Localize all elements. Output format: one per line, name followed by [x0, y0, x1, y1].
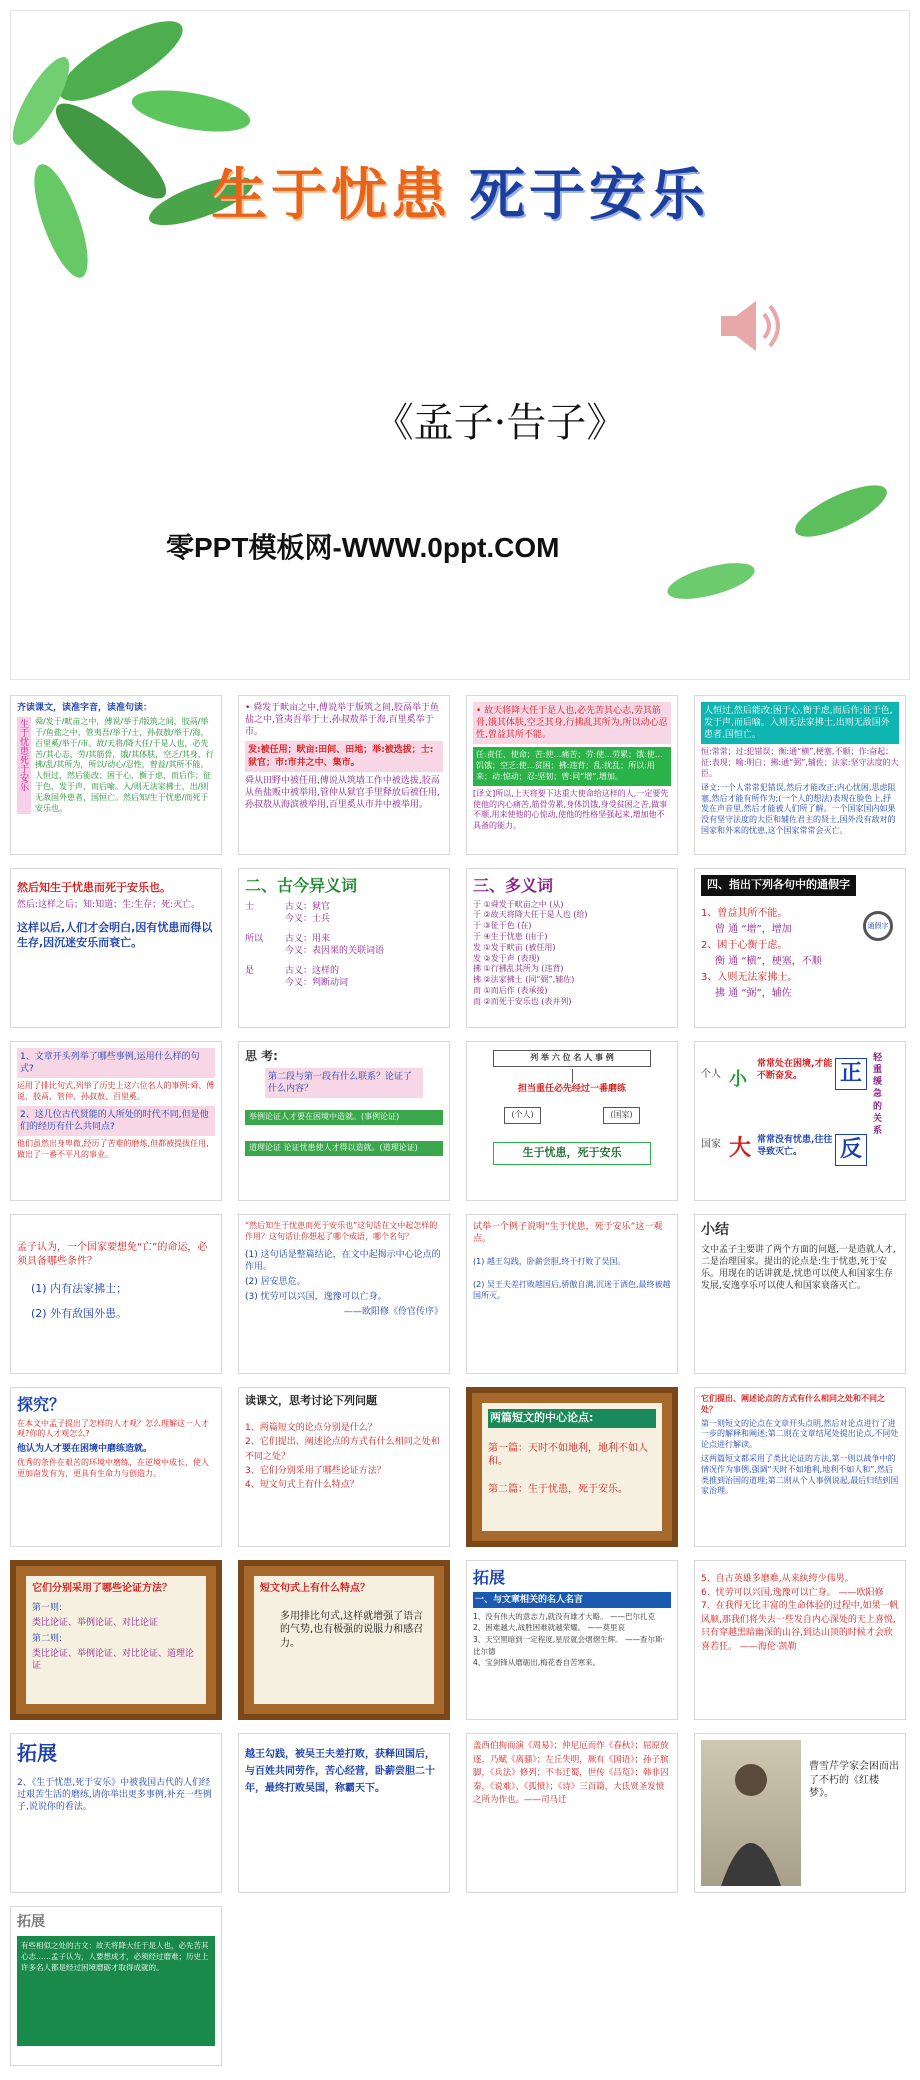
magnifier-icon: 通假字: [863, 911, 893, 941]
quote-list: 1、没有伟大的意志力,就没有雄才大略。 ——巴尔扎克 2、困难越大,战胜困难就越荣耀。 ——莫里哀 3、天空黑暗到一定程度,星辰就会熠熠生辉。 ——查尔斯·比尔德 4、宝剑锋从磨砺出,梅花香自苦寒来。: [473, 1611, 665, 1668]
diagram-top: 列 举 六 位 名 人 事 例: [493, 1050, 651, 1067]
label-country: 国家: [701, 1139, 721, 1150]
label-fan: 反: [835, 1134, 867, 1166]
answer-2: (2) 居安思危。: [245, 1276, 306, 1287]
title-part-1: 生于忧患: [211, 162, 451, 228]
slide-body: 有些相似之处的古文：故天将降大任于是人也，必先苦其心志……孟子认为，人要想成才，必须经过磨难；历史上许多名人都是经过困境磨砺才取得成就的。: [21, 1940, 209, 1973]
slide-body: 舜/发于/畎亩之中，傅说/举于/版筑之间，胶鬲/举于/鱼盐之中，管夷吾/举于/士，孙叔敖/举于/海，百里奚/举于/市。故/天将/降大任/于是人也，必先苦/其心志，劳/其筋骨，饿/其体肤，空乏/其身，行拂/乱/其所为，所以/动心/忍性，曾益/其所不能。人恒过，然后能改；困于心，衡于虑，而后作；征于色，发于声，而后喻。入/则无法家拂士，出/则无敌国外患者，国恒亡。然后知/生于忧患/而死于安乐也。: [35, 717, 214, 813]
slide-thumb-2[interactable]: [238, 695, 450, 855]
answer: 多用排比句式,这样就增强了语言的气势,也有极强的说服力和感召力。: [280, 1610, 424, 1649]
answer-bar-1: 举例论证人才要在困境中造就。(事例论证): [245, 1110, 443, 1125]
label-big: 大: [729, 1136, 752, 1161]
slide-thumb-10[interactable]: [238, 1041, 450, 1201]
slide-thumb-23[interactable]: [466, 1560, 678, 1720]
methods-1: 类比论证、举例论证、对比论证: [32, 1617, 159, 1628]
title-part-2: 死于安乐: [469, 162, 709, 228]
cover-subtitle: 《孟子·告子》: [373, 400, 627, 446]
diagram-right: (国家): [603, 1107, 639, 1124]
cover-slide: [10, 10, 910, 680]
portrait-figure-icon: [701, 1740, 801, 1886]
point-2: 第二篇：生于忧患，死于安乐。: [488, 1483, 628, 1495]
leaf-bottom-icon: [651, 541, 771, 621]
slide-thumb-11[interactable]: [466, 1041, 678, 1201]
tongjia-list: 1、曾益其所不能。 曾 通 “增”，增加 2、困于心衡于虑。 衡 通 “横”，梗塞，不顺 3、入则无法家拂士。 拂 通 “弼”，辅佐: [701, 907, 822, 999]
portrait-image: [701, 1740, 801, 1886]
slide-thumb-6[interactable]: [238, 868, 450, 1028]
slide-thumb-12[interactable]: [694, 1041, 906, 1201]
quote-list: 5、自古英雄多磨难,从来纨绔少伟男。 6、忧劳可以兴国,逸豫可以亡身。 ——欧阳修 7、在我得无比丰富的生命体验的过程中,如果一帆风顺,那我们将失去一些发自内心深处的无上喜悦,只有穿越黑暗幽深的山谷,到达山顶的时候才会欣喜若狂。 ——海伦·凯勒: [701, 1574, 899, 1652]
slide-header: 两篇短文的中心论点:: [488, 1409, 656, 1428]
slide-thumb-29[interactable]: [10, 1906, 222, 2066]
cover-site-watermark: 零PPT模板网-WWW.0ppt.COM: [166, 532, 560, 563]
label-person: 个人: [701, 1069, 721, 1080]
slide-header: 齐读课文，读准字音，读准句读：: [17, 703, 153, 713]
answer-2: (2) 吴王夫差打败越国后,骄傲自满,沉迷于酒色,最终被越国所灭。: [473, 1280, 671, 1300]
methods-2: 类比论证、举例论证、对比论证、道理论证: [32, 1648, 195, 1672]
answer-bar-2: 道理论证 论证忧患使人才得以造就。(道理论证): [245, 1141, 443, 1156]
slide-header: 四、指出下列各句中的通假字: [701, 875, 856, 896]
slide-header: 三、多义词: [473, 876, 554, 895]
slide-translation: 这样以后,人们才会明白,因有忧患而得以生存,因沉迷安乐而衰亡。: [17, 920, 213, 949]
answer-1: 第一则短文的论点在文章开头点明,然后对论点进行了进一步的解释和阐述;第二则在文章结尾处提出论点,不同处论点进行解读。: [701, 1418, 899, 1450]
slide-header: 短文句式上有什么特点？: [260, 1583, 370, 1594]
diagram-middle: 担当重任必先经过一番磨练: [517, 1083, 626, 1094]
positive-text: 常常处在困境,才能不断奋发。: [757, 1059, 833, 1082]
slide-thumb-13[interactable]: [10, 1214, 222, 1374]
slide-thumb-28[interactable]: [694, 1733, 906, 1893]
question-2: 2、这几位古代贤能的人所处的时代不同,但是他们的经历有什么共同点?: [17, 1106, 215, 1136]
slide-question: 它们提出、阐述论点的方式有什么相同之处和不同之处？: [701, 1394, 885, 1414]
slide-thumb-24[interactable]: [694, 1560, 906, 1720]
slide-thumb-9[interactable]: [10, 1041, 222, 1201]
slide-thumb-27[interactable]: [466, 1733, 678, 1893]
slide-header: 探究？: [17, 1395, 66, 1414]
slide-note: 恒:常常；过:犯错误；衡:通“横”,梗塞,不顺；作:奋起；征:表现；喻:明白；拂:通“弼”,辅佐；法家:坚守法度的大臣。: [701, 747, 899, 779]
slide-body: 盖西伯拘而演《周易》；仲尼厄而作《春秋》；屈原放逐，乃赋《离骚》；左丘失明，厥有《国语》；孙子膑脚，《兵法》修列；不韦迁蜀，世传《吕览》；韩非囚秦，《说难》、《孤愤》；《诗》三百篇，大氐贤圣发愤之所为作也。——司马迁: [473, 1741, 669, 1806]
answer-2: 这两篇短文都采用了类比论证的方法,第一则以战争中的情况作为事例,强调“天时不如地利,地利不如人和”,然后类推到治国的道理;第二则从个人事例说起,最后归结到国家治理。: [701, 1453, 899, 1496]
label-small: 小: [729, 1069, 747, 1090]
speaker-icon[interactable]: [716, 296, 786, 356]
slide-thumb-3[interactable]: [466, 695, 678, 855]
answer-3: (3) 忧劳可以兴国，逸豫可以亡身。: [245, 1292, 387, 1303]
slide-header: 读课文，思考讨论下列问题: [245, 1394, 377, 1407]
citation: ——欧阳修《伶官传序》: [343, 1307, 443, 1318]
question-list: 1、两篇短文的论点分别是什么？ 2、它们提出、阐述论点的方式有什么相同之处和不同之处？ 3、它们分别采用了哪些论证方法？ 4、短文句式上有什么特点？: [245, 1422, 440, 1491]
slide-header: 拓展: [473, 1568, 506, 1587]
question: 第二段与第一段有什么联系？论证了什么内容？: [265, 1068, 423, 1098]
slide-thumb-16[interactable]: [694, 1214, 906, 1374]
slide-note: 任:责任、使命；苦:使…痛苦；劳:使…劳累；饿:使…饥饿；空乏:使…贫困；拂:违背；乱:扰乱；所以:用来；动:惊动；忍:坚韧；曾:同“增”,增加。: [473, 747, 671, 785]
slide-note: 然后:这样之后；知:知道；生:生存；死:灭亡。: [17, 899, 201, 910]
slide-question: 试举一个例子说明“生于忧患，死于安乐”这一观点。: [473, 1222, 663, 1245]
diagram-left: (个人): [504, 1107, 540, 1124]
slide-thumb-5[interactable]: [10, 868, 222, 1028]
slide-thumb-8[interactable]: [694, 868, 906, 1028]
slide-body: 越王勾践，被吴王夫差打败，获释回国后，与百姓共同劳作，苦心经营，卧薪尝胆二十年，最终打败吴国，称霸天下。: [245, 1749, 435, 1794]
slide-thumb-26[interactable]: [238, 1733, 450, 1893]
slide-body: 2、《生于忧患,死于安乐》中被我国古代的人们经过艰苦生活的磨练,请你举出更多事例,补充一些例子,说说你的看法。: [17, 1778, 212, 1813]
slide-thumb-21[interactable]: [10, 1560, 222, 1720]
slide-thumb-7[interactable]: [466, 868, 678, 1028]
slide-thumb-25[interactable]: [10, 1733, 222, 1893]
slide-thumb-17[interactable]: [10, 1387, 222, 1547]
answer-1: (1) 内有法家拂士；: [31, 1282, 128, 1295]
answer-1: (1) 越王勾践，卧薪尝胆,终于打败了吴国。: [473, 1257, 626, 1267]
slide-header: 它们分别采用了哪些论证方法？: [32, 1583, 172, 1594]
slide-header: 拓展: [17, 1741, 57, 1765]
slide-subheader: 一、与文章相关的名人名言: [473, 1592, 671, 1608]
leaf-bottom-right-icon: [781, 461, 901, 561]
diagram-conclusion: 生于忧患，死于安乐: [493, 1142, 651, 1165]
answer-2: 他们虽然出身卑微,经历了苦难的磨炼,但都被提拔任用,做出了一番不平凡的事业。: [17, 1139, 209, 1159]
slide-header: 思 考:: [245, 1049, 278, 1063]
summary-text: 文中孟子主要讲了两个方面的问题,一是造就人才,二是治理国家。提出的论点是:生于忧患,死于安乐。用现在的话讲就是,忧患可以使人和国家生存发展,安逸享乐可以使人和国家衰落灭亡。: [701, 1244, 896, 1292]
answer-1: (1) 这句话是整篇结论，在文中起揭示中心论点的作用。: [245, 1249, 441, 1272]
slide-thumb-15[interactable]: [466, 1214, 678, 1374]
word-table: 士 古义：狱官 今义：士兵 所以 古义：用来 今义：表因果的关联词语 是 古义：这样的 今义：判断动词: [245, 901, 385, 989]
slide-translation: [译文]所以,上天将要下达重大使命给这样的人,一定要先使他的内心痛苦,筋骨劳累,身体饥饿,身受贫困之苦,做事不顺,用来使他的心惊动,使他的性格坚强起来,增加他不具备的能力。: [473, 788, 669, 831]
answer-2: (2) 外有敌国外患。: [31, 1306, 128, 1320]
cover-title: [11, 151, 909, 231]
negative-text: 常常没有忧患,往往导致灭亡。: [757, 1135, 833, 1158]
label-2: 第二则:: [32, 1633, 63, 1644]
slide-body: • 舜发于畎亩之中,傅说举于版筑之间,胶鬲举于鱼盐之中,管夷吾举于士,孙叔敖举于海,百里奚举于市。: [245, 703, 439, 738]
label-1: 第一则:: [32, 1602, 63, 1613]
side-note: 轻重缓急的关系: [873, 1053, 883, 1136]
side-label: 生于忧患死于安乐: [17, 717, 31, 814]
slide-header: 小结: [701, 1222, 729, 1238]
slide-thumb-1[interactable]: [10, 695, 222, 855]
slide-header: 拓展: [17, 1914, 45, 1930]
slide-body: 然后知生于忧患而死于安乐也。: [17, 881, 171, 894]
slide-body: 人恒过,然后能改;困于心,衡于虑,而后作;征于色,发于声,而后喻。入则无法家拂士,出则无敌国外患者,国恒亡。: [701, 702, 899, 744]
slide-header: 二、古今异义词: [245, 876, 358, 895]
slide-body: • 故天将降大任于是人也,必先苦其心志,劳其筋骨,饿其体肤,空乏其身,行拂乱其所为,所以动心忍性,曾益其所不能。: [473, 702, 671, 744]
slide-translation: 译文:一个人常常犯错误,然后才能改正;内心忧困,思虑阻塞,然后才能有所作为;(一个人的想法)表现在脸色上,抒发在声音里,然后才能被人们所了解。一个国家国内如果没有坚守法度的大臣和辅佐君主的贤士,国外没有敌对的国家和外来的忧患,这个国家常常会灭亡。: [701, 782, 896, 835]
slide-thumb-4[interactable]: [694, 695, 906, 855]
slide-translation: 舜从田野中被任用,傅说从筑墙工作中被选拔,胶鬲从鱼盐贩中被举用,管仲从狱官手里释放后被任用,孙叔敖从海滨被举用,百里奚从市井中被举用。: [245, 775, 440, 810]
slide-thumb-14[interactable]: [238, 1214, 450, 1374]
slide-thumb-19[interactable]: [466, 1387, 678, 1547]
explanation: 优秀的条件在艰苦的环境中磨练，在逆境中成长，使人更加奋发有为，更具有生命力与创造力。: [17, 1458, 209, 1479]
slide-thumb-18[interactable]: [238, 1387, 450, 1547]
slide-body: 曹雪芹学家会困而出了不朽的《红楼梦》。: [809, 1761, 899, 1799]
question: 在本文中孟子提出了怎样的人才观？怎么理解这一人才观?你的人才观怎么?: [17, 1418, 209, 1439]
answer: 他认为人才要在困境中磨练造就。: [17, 1444, 153, 1455]
slide-note: 发:被任用；畎亩:田间、田地；举:被选拔；士:狱官；市:市井之中、集市。: [245, 741, 443, 771]
slide-question: 孟子认为，一个国家要想免“亡”的命运，必须具备哪些条件？: [17, 1242, 208, 1267]
slide-question: “然后知生于忧患而死于安乐也”这句话在文中起怎样的作用？这句话让你想起了哪个成语，哪个名句？: [245, 1221, 438, 1241]
question-1: 1、文章开头列举了哪些事例,运用什么样的句式?: [17, 1048, 215, 1078]
label-zheng: 正: [835, 1058, 867, 1090]
slide-thumb-20[interactable]: [694, 1387, 906, 1547]
slide-thumb-22[interactable]: [238, 1560, 450, 1720]
answer-1: 运用了排比句式,列举了历史上这六位名人的事例:舜、傅说、胶鬲、管仲、孙叔敖、百里奚。: [17, 1081, 215, 1102]
text-panel: [17, 1936, 215, 2046]
polysemy-list: 于 ①舜发于畎亩之中 (从) 于 ②故天将降大任于是人也 (给) 于 ③征于色 (在) 于 ④生于忧患 (由于) 发 ①发于畎亩 (被任用) 发 ②发于声 (表现) 拂 ①行拂乱其所为 (违背) 拂 ②法家拂士 (同“弼”,辅佐) 而 ①而后作 (表承接) 而 ②而死于安乐也 (表并列): [473, 899, 588, 1006]
point-1: 第一篇：天时不如地利，地利不如人和。: [488, 1442, 648, 1468]
